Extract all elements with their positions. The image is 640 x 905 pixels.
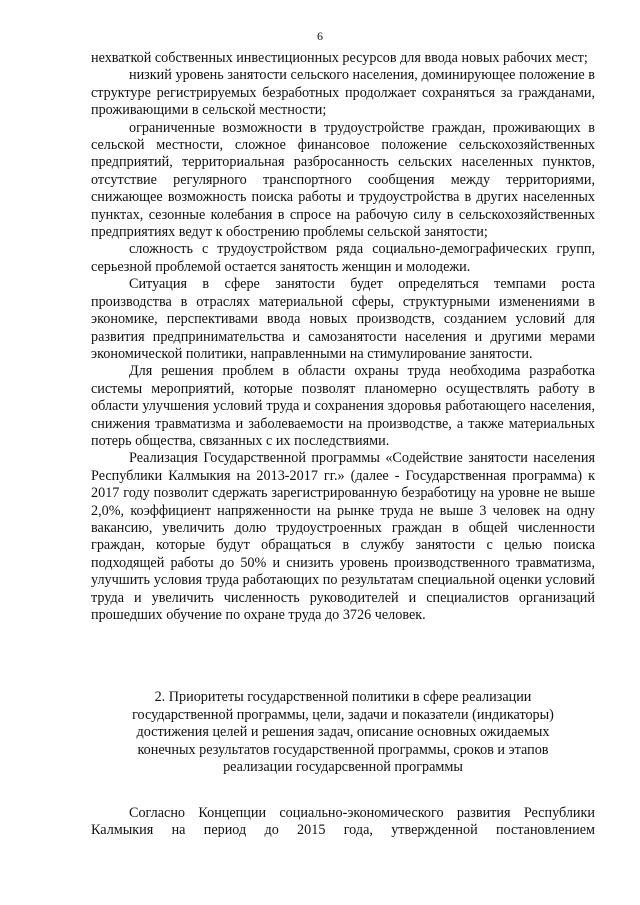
heading-line: достижения целей и решения задач, описание основных ожидаемых bbox=[136, 724, 550, 741]
paragraph-concept: Согласно Концепции социально-экономического развития Республики Калмыкия на период до 2015 года, утвержденной постановлением bbox=[91, 805, 595, 839]
heading-line: 2. Приоритеты государственной политики в сфере реализации bbox=[154, 689, 532, 705]
tail-text bbox=[91, 805, 595, 840]
paragraph-limited-opportunities: ограниченные возможности в трудоустройстве граждан, проживающих в сельской местности, сложное финансовое положение сельскохозяйственных предприятий, территориальная разбросанность сельских населенных пунктов, отсутствие регулярного транспортного сообщения между территориями, снижающее возможность поиска работы и трудоустройства в других населенных пунктах, сезонные колебания в спросе на рабочую силу в сельскохозяйственных предприятиях ведут к обострению проблемы сельской занятости; bbox=[91, 119, 595, 241]
paragraph-employment-situation: Ситуация в сфере занятости будет определяться темпами роста производства в отраслях материальной сферы, структурными изменениями в экономике, перспективами ввода новых производств, созданием условий для развития предпринимательства и самозанятости населения и другими мерами экономической политики, направленными на стимулирование занятости. bbox=[91, 276, 595, 362]
section-heading bbox=[91, 689, 595, 777]
body-text bbox=[91, 50, 595, 624]
paragraph-rural-employment: низкий уровень занятости сельского населения, доминирующее положение в структуре регистрируемых безработных продолжает сохраняться за гражданами, проживающими в сельской местности; bbox=[91, 67, 595, 119]
paragraph-labor-protection: Для решения проблем в области охраны труда необходима разработка системы мероприятий, которые позволят планомерно осуществлять работу в области улучшения условий труда и сохранения здоровья работающего населения, снижения травматизма и заболеваемости на производстве, а также материальных потерь общества, связанных с их последствиями. bbox=[91, 363, 595, 449]
heading-line: реализации государсвенной программы bbox=[223, 759, 463, 776]
paragraph-investment-shortage: нехваткой собственных инвестиционных ресурсов для ввода новых рабочих мест; bbox=[91, 50, 588, 66]
paragraph-program-implementation: Реализация Государственной программы «Содействие занятости населения Республики Калмыкия на 2013-2017 гг.» (далее - Государственная программа) к 2017 году позволит сдержать зарегистрированную безработицу на уровне не выше 2,0%, коэффициент напряженности на рынке труда не выше 3 человек на одну вакансию, увеличить долю трудоустроенных граждан в общей численности граждан, которые будут обращаться в службу занятости с целью поиска подходящей работы до 50% и снизить уровень производственного травматизма, улучшить условия труда работающих по результатам специальной оценки условий труда и увеличить численность руководителей и специалистов организаций прошедших обучение по охране труда до 3726 человек. bbox=[91, 450, 595, 623]
paragraph-demographic-groups: сложность с трудоустройством ряда социально-демографических групп, серьезной проблемой остается занятость женщин и молодежи. bbox=[91, 241, 595, 275]
page-number: 6 bbox=[317, 29, 323, 43]
heading-line: конечных результатов государственной программы, сроков и этапов bbox=[137, 741, 549, 758]
heading-line: государственной программы, цели, задачи и показатели (индикаторы) bbox=[132, 706, 554, 723]
